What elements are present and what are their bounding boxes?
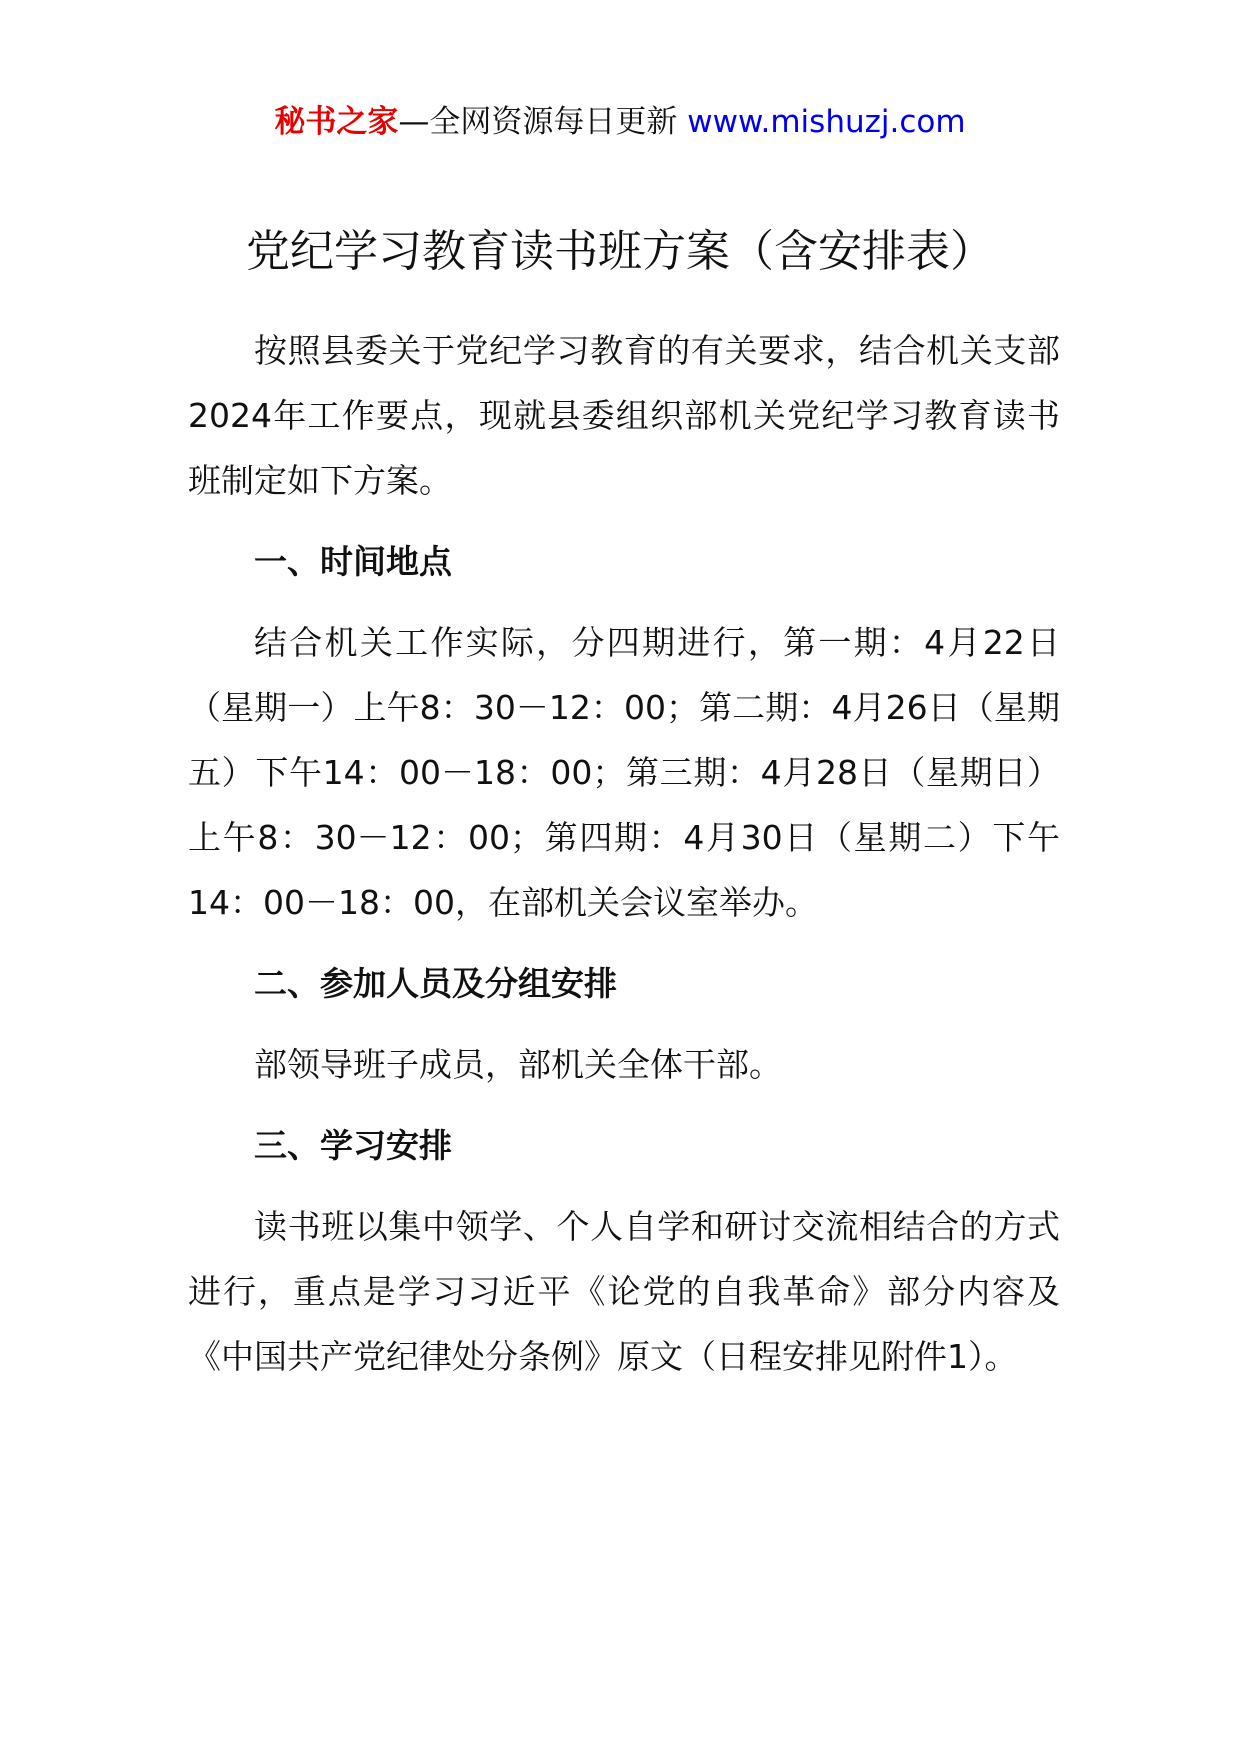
section-heading-participants: 二、参加人员及分组安排 [254, 964, 617, 1003]
site-brand: 秘书之家 [274, 104, 399, 140]
document-title: 党纪学习教育读书班方案（含安排表） [246, 226, 994, 277]
document-body [188, 318, 1060, 1405]
section-heading-time-place: 一、时间地点 [254, 542, 452, 581]
site-header [0, 100, 1240, 144]
section-heading-study-plan: 三、学习安排 [254, 1126, 452, 1165]
intro-paragraph: 按照县委关于党纪学习教育的有关要求，结合机关支部2024年工作要点，现就县委组织部机关党纪学习教育读书班制定如下方案。 [188, 331, 1060, 500]
section-body-participants: 部领导班子成员，部机关全体干部。 [254, 1045, 782, 1084]
site-tagline: —全网资源每日更新 [398, 104, 688, 140]
section-body-study-plan: 读书班以集中领学、个人自学和研讨交流相结合的方式进行，重点是学习习近平《论党的自我革命》部分内容及《中国共产党纪律处分条例》原文（日程安排见附件1）。 [188, 1207, 1060, 1376]
section-body-time-place: 结合机关工作实际，分四期进行，第一期：4月22日（星期一）上午8：30－12：00；第二期：4月26日（星期五）下午14：00－18：00；第三期：4月28日（星期日）上午8：30－12：00；第四期：4月30日（星期二）下午14：00－18：00，在部机关会议室举办。 [188, 623, 1060, 922]
site-url-link[interactable]: www.mishuzj.com [687, 104, 966, 140]
